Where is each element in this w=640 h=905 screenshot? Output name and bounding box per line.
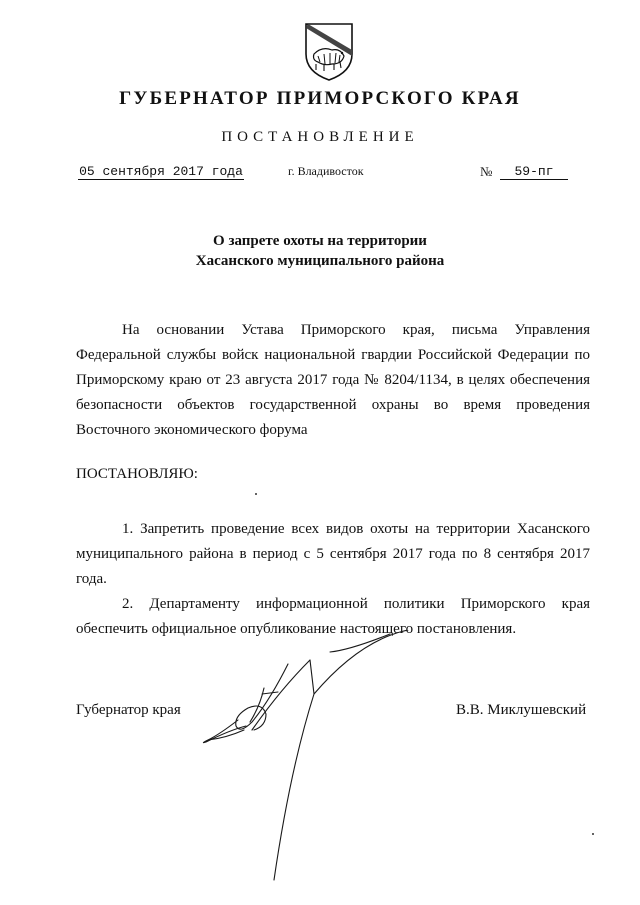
decree-word: ПОСТАНОВЛЯЮ: — [76, 466, 198, 482]
document-title-line-1: О запрете охоты на территории — [213, 233, 427, 249]
signatory-name: В.В. Миклушевский — [456, 702, 587, 718]
scan-speck — [255, 493, 257, 495]
preamble-paragraph: На основании Устава Приморского края, письма Управления Федеральной службы войск национальной гвардии Российской Федерации по Приморскому краю от 23 августа 2017 года № 8204/1134, в целях обеспечения безопасности объектов государственной охраны во время проведения Восточного экономического форума — [76, 322, 590, 438]
handwritten-signature — [190, 630, 420, 890]
decree-item: 1. Запретить проведение всех видов охоты на территории Хасанского муниципального района в период с 5 сентября 2017 года по 8 сентября 2017 года. — [76, 521, 590, 587]
decree-item: 2. Департаменту информационной политики Приморского края обеспечить официальное опубликование настоящего постановления. — [76, 596, 590, 637]
primorsky-coat-of-arms-icon — [302, 20, 356, 82]
document-date: 05 сентября 2017 года — [79, 164, 243, 179]
document-type: ПОСТАНОВЛЕНИЕ — [221, 129, 419, 145]
document-title-line-2: Хасанского муниципального района — [195, 253, 445, 269]
document-number: 59-пг — [500, 164, 568, 180]
issuing-authority: ГУБЕРНАТОР ПРИМОРСКОГО КРАЯ — [119, 88, 521, 109]
document-number-label: № — [480, 164, 493, 179]
scan-speck — [592, 833, 594, 835]
document-city: г. Владивосток — [288, 164, 364, 178]
signatory-role: Губернатор края — [76, 702, 181, 718]
